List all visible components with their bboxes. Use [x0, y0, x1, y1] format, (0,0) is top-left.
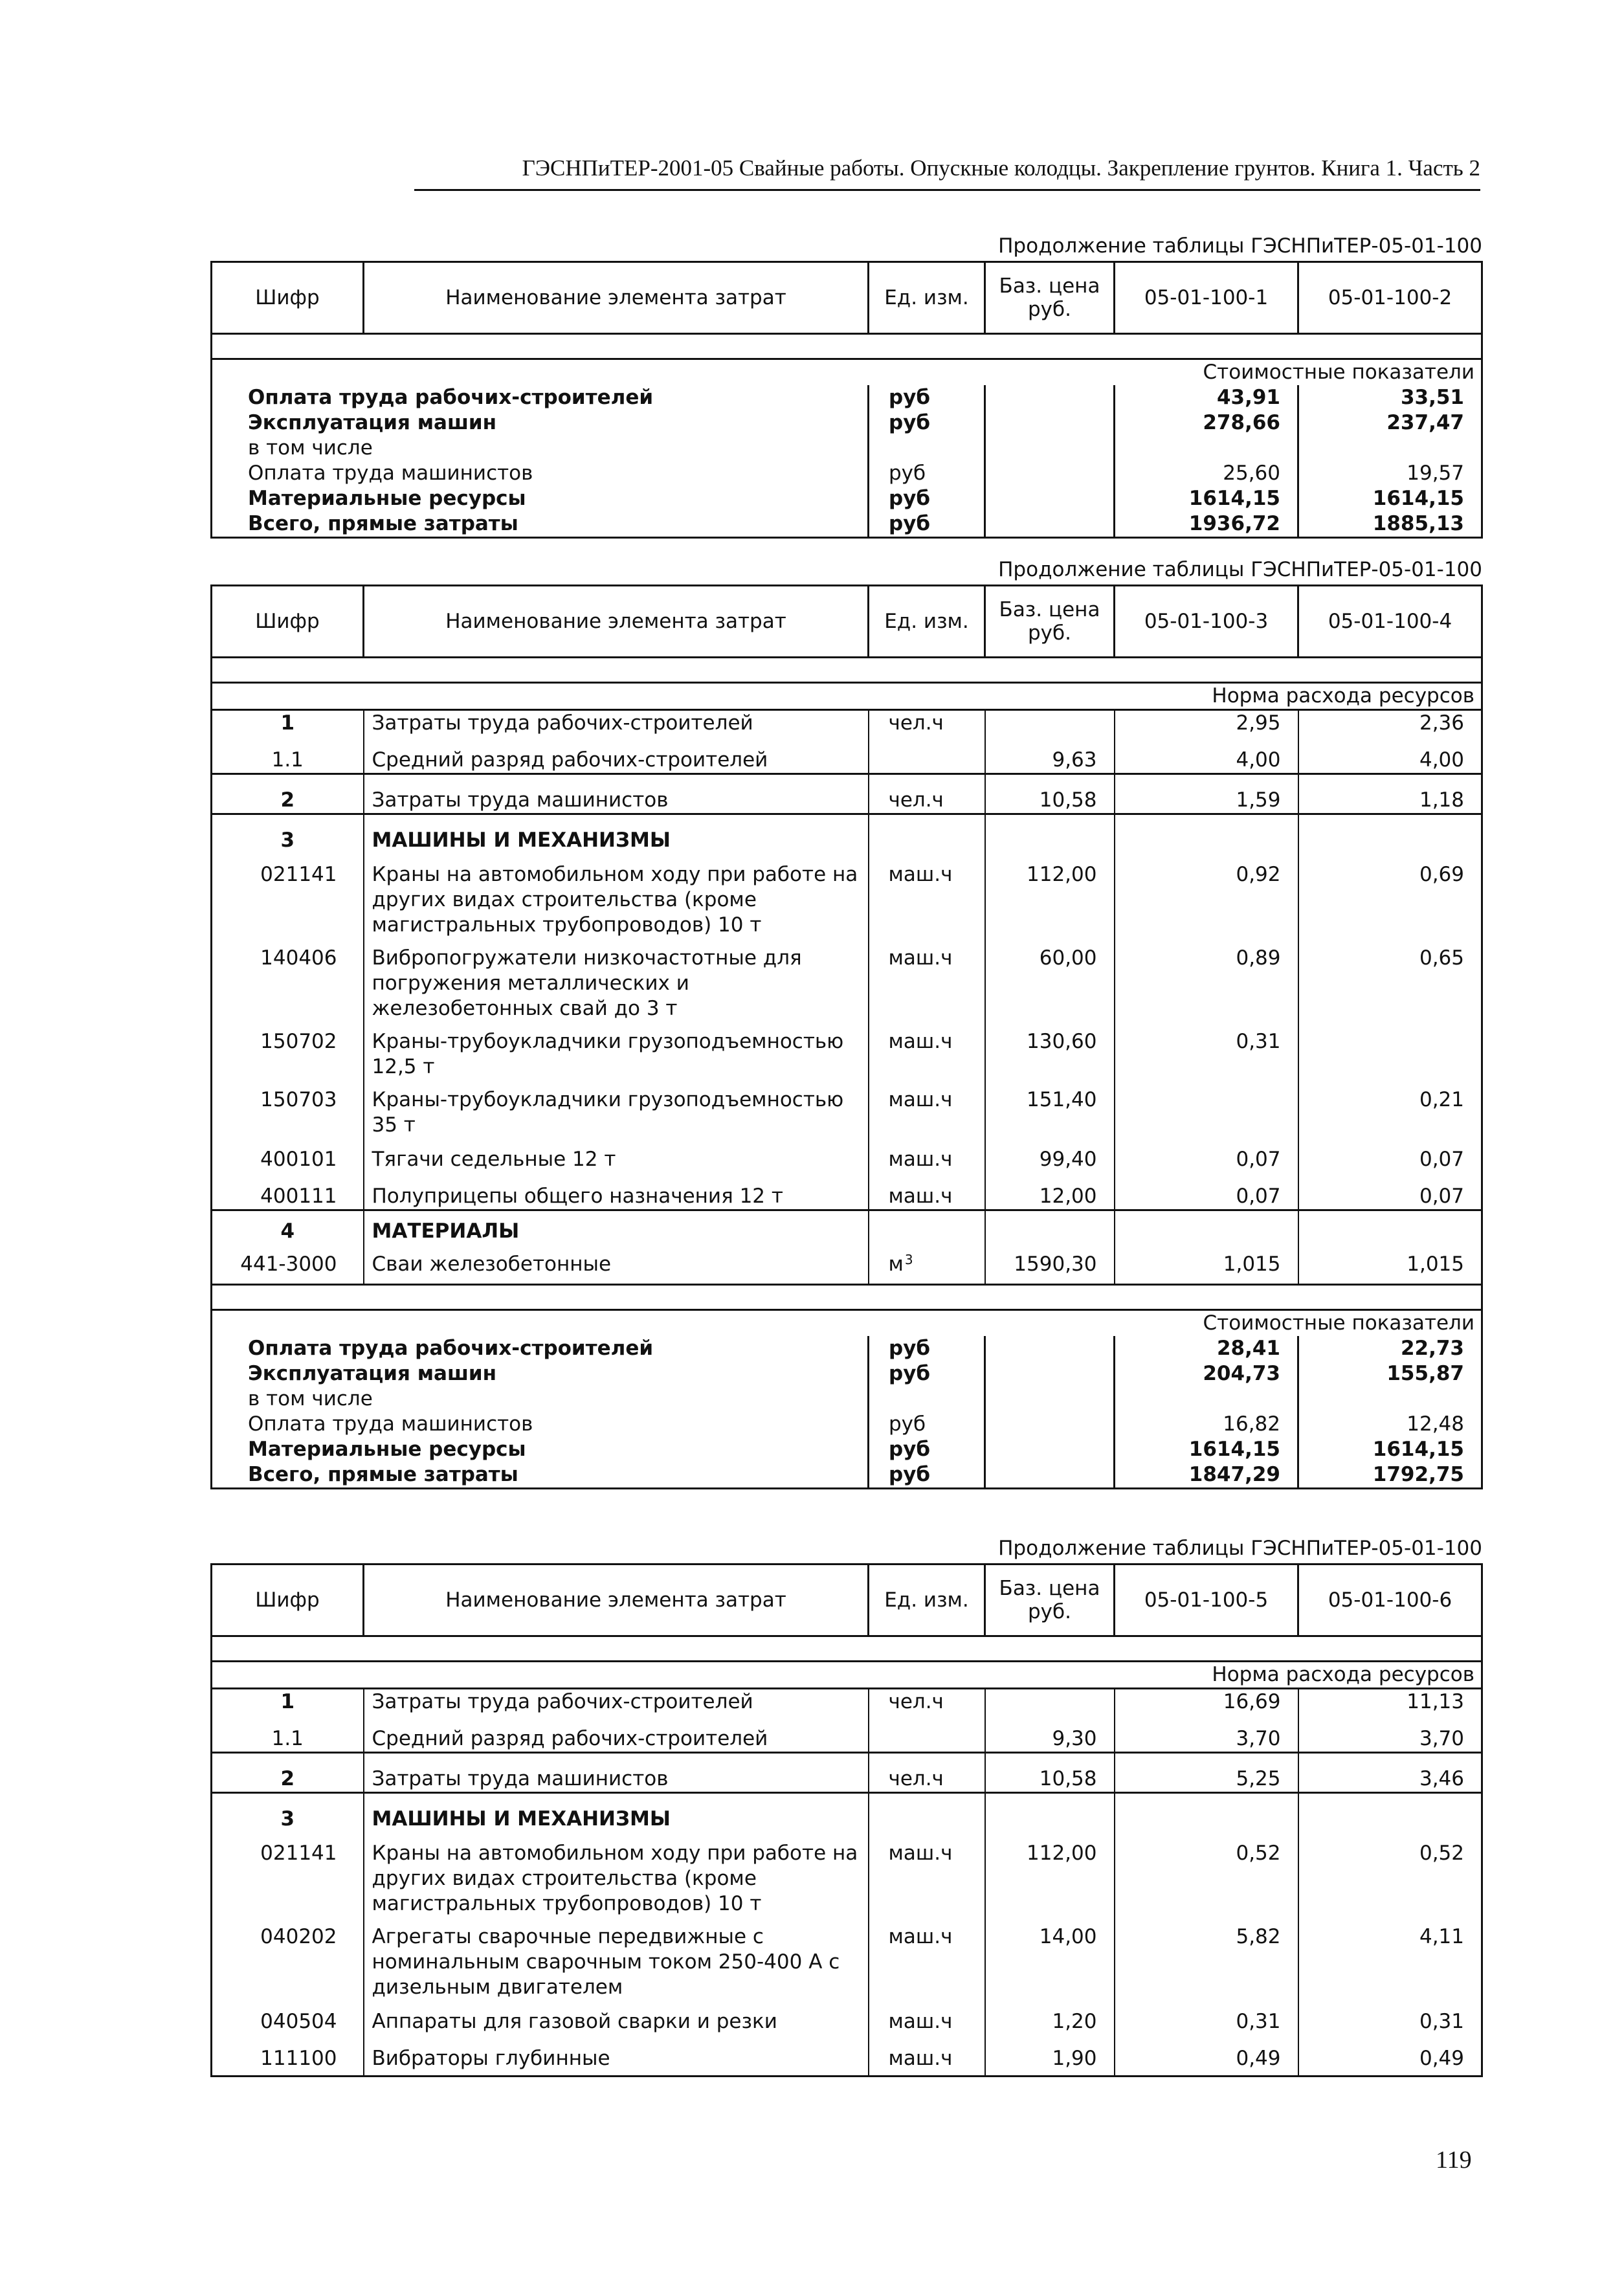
resource-row: 2 Затраты труда машинистов чел.ч 10,58 1,59 1,18	[212, 774, 1482, 814]
col-header-norm-a: 05-01-100-1	[1115, 262, 1298, 334]
band-label: Стоимостные показатели	[212, 1310, 1482, 1337]
summary-row: Эксплуатация машин руб 278,66 237,47	[212, 410, 1482, 436]
cost-table-1	[210, 261, 1483, 539]
resource-row: 1 Затраты труда рабочих-строителей чел.ч 2,95 2,36	[212, 710, 1482, 737]
resource-row: 1.1 Средний разряд рабочих-строителей 9,63 4,00 4,00	[212, 736, 1482, 774]
section-heading-row: 4 МАТЕРИАЛЫ	[212, 1210, 1482, 1245]
col-header-norm-b: 05-01-100-4	[1298, 586, 1482, 658]
col-header-code: Шифр	[212, 586, 364, 658]
spacer-row	[212, 658, 1482, 683]
section-band	[212, 359, 1482, 386]
resource-row: 021141 Краны на автомобильном ходу при работе на других видах строительства (кроме магистральных трубопроводов) 10 т маш.ч 112,00 0,52 0,52	[212, 1832, 1482, 1917]
resource-row: 040504 Аппараты для газовой сварки и резки маш.ч 1,20 0,31 0,31	[212, 2000, 1482, 2034]
summary-row: Материальные ресурсы руб 1614,15 1614,15	[212, 1437, 1482, 1462]
spacer-row	[212, 1636, 1482, 1662]
resource-row: 1 Затраты труда рабочих-строителей чел.ч 16,69 11,13	[212, 1689, 1482, 1715]
resource-row: 040202 Агрегаты сварочные передвижные с номинальным сварочным током 250-400 А с дизельным двигателем маш.ч 14,00 5,82 4,11	[212, 1917, 1482, 2000]
section-band	[212, 683, 1482, 710]
summary-row: Оплата труда машинистов руб 16,82 12,48	[212, 1412, 1482, 1437]
band-label: Норма расхода ресурсов	[212, 1662, 1482, 1689]
resource-row: 140406 Вибропогружатели низкочастотные для погружения металлических и железобетонных свай до 3 т маш.ч 60,00 0,89 0,65	[212, 938, 1482, 1021]
col-header-norm-b: 05-01-100-6	[1298, 1565, 1482, 1636]
cost-table-2	[210, 585, 1483, 1489]
table-caption: Продолжение таблицы ГЭСНПиТЕР-05-01-100	[998, 1537, 1482, 1560]
resource-row: 021141 Краны на автомобильном ходу при работе на других видах строительства (кроме магистральных трубопроводов) 10 т маш.ч 112,00 0,92 0,69	[212, 853, 1482, 938]
resource-row: 441-3000 Сваи железобетонные м $^3$ 1590,30 1,015 1,015	[212, 1244, 1482, 1285]
col-header-name: Наименование элемента затрат	[364, 262, 869, 334]
section-band	[212, 1662, 1482, 1689]
summary-row: Оплата труда машинистов руб 25,60 19,57	[212, 461, 1482, 486]
summary-row: в том числе	[212, 436, 1482, 461]
summary-row: Всего, прямые затраты руб 1936,72 1885,13	[212, 511, 1482, 538]
spacer-row	[212, 334, 1482, 359]
resource-row: 150703 Краны-трубоукладчики грузоподъемностью 35 т маш.ч 151,40 0,21	[212, 1080, 1482, 1138]
col-header-price: Баз. цена руб.	[985, 262, 1115, 334]
cost-table-3	[210, 1563, 1483, 2077]
running-header: ГЭСНПиТЕР-2001-05 Свайные работы. Опускные колодцы. Закрепление грунтов. Книга 1. Часть 2	[522, 155, 1480, 181]
spacer-row	[212, 1285, 1482, 1310]
section-band	[212, 1310, 1482, 1337]
col-header-price: Баз. цена руб.	[985, 586, 1115, 658]
resource-row: 111100 Вибраторы глубинные маш.ч 1,90 0,49 0,49	[212, 2034, 1482, 2077]
col-header-name: Наименование элемента затрат	[364, 1565, 869, 1636]
table-header-row	[212, 586, 1482, 658]
summary-row: Оплата труда рабочих-строителей руб 28,41 22,73	[212, 1336, 1482, 1361]
resource-row: 400111 Полуприцепы общего назначения 12 т маш.ч 12,00 0,07 0,07	[212, 1172, 1482, 1210]
summary-row: Оплата труда рабочих-строителей руб 43,91 33,51	[212, 385, 1482, 410]
col-header-norm-b: 05-01-100-2	[1298, 262, 1482, 334]
resource-row: 2 Затраты труда машинистов чел.ч 10,58 5,25 3,46	[212, 1753, 1482, 1793]
summary-row: в том числе	[212, 1387, 1482, 1412]
page-number: 119	[1436, 2146, 1472, 2174]
resource-row: 1.1 Средний разряд рабочих-строителей 9,30 3,70 3,70	[212, 1715, 1482, 1753]
table-caption: Продолжение таблицы ГЭСНПиТЕР-05-01-100	[998, 558, 1482, 581]
section-heading-row: 3 МАШИНЫ И МЕХАНИЗМЫ	[212, 1793, 1482, 1832]
band-label: Норма расхода ресурсов	[212, 683, 1482, 710]
band-label: Стоимостные показатели	[212, 359, 1482, 386]
col-header-name: Наименование элемента затрат	[364, 586, 869, 658]
col-header-unit: Ед. изм.	[869, 586, 985, 658]
summary-row: Всего, прямые затраты руб 1847,29 1792,75	[212, 1462, 1482, 1489]
summary-row: Материальные ресурсы руб 1614,15 1614,15	[212, 486, 1482, 511]
summary-row: Эксплуатация машин руб 204,73 155,87	[212, 1361, 1482, 1387]
resource-row: 400101 Тягачи седельные 12 т маш.ч 99,40 0,07 0,07	[212, 1138, 1482, 1172]
col-header-price: Баз. цена руб.	[985, 1565, 1115, 1636]
section-heading-row: 3 МАШИНЫ И МЕХАНИЗМЫ	[212, 814, 1482, 854]
table-header-row	[212, 262, 1482, 334]
resource-row: 150702 Краны-трубоукладчики грузоподъемностью 12,5 т маш.ч 130,60 0,31	[212, 1021, 1482, 1080]
col-header-code: Шифр	[212, 262, 364, 334]
col-header-norm-a: 05-01-100-5	[1115, 1565, 1298, 1636]
col-header-norm-a: 05-01-100-3	[1115, 586, 1298, 658]
col-header-code: Шифр	[212, 1565, 364, 1636]
table-caption: Продолжение таблицы ГЭСНПиТЕР-05-01-100	[998, 234, 1482, 258]
col-header-unit: Ед. изм.	[869, 262, 985, 334]
header-rule	[414, 189, 1480, 191]
col-header-unit: Ед. изм.	[869, 1565, 985, 1636]
table-header-row	[212, 1565, 1482, 1636]
